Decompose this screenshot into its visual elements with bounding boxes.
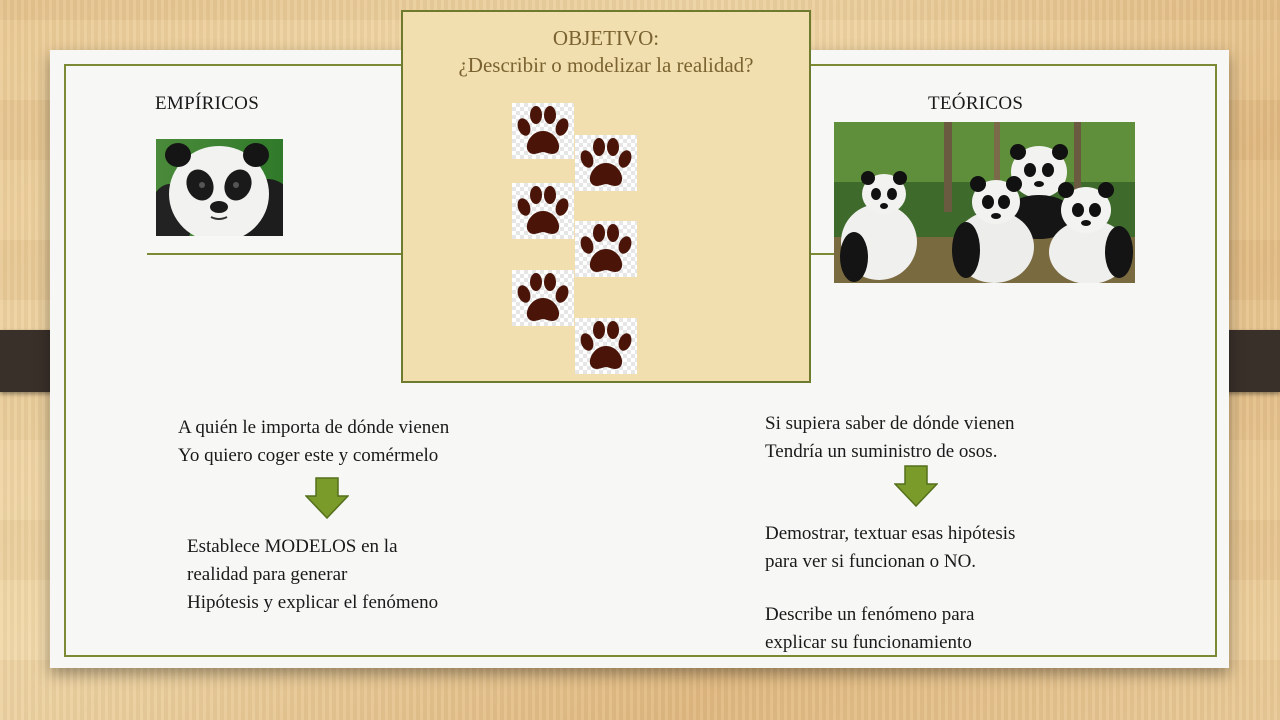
left-quote-line2: Yo quiero coger este y comérmelo [178, 445, 439, 466]
left-result-line2: realidad para generar [187, 564, 348, 585]
right-extra-line1: Describe un fenómeno para [765, 604, 975, 625]
heading-teoricos: TEÓRICOS [928, 93, 1024, 114]
paw-print-icon [575, 135, 637, 191]
objective-title: OBJETIVO: [552, 26, 660, 50]
right-quote [765, 410, 1015, 466]
objective-question: ¿Describir o modelizar la realidad? [458, 53, 754, 77]
right-result [765, 520, 1015, 576]
right-quote-line2: Tendría un suministro de osos. [765, 441, 998, 462]
left-quote [178, 414, 449, 470]
heading-empiricos: EMPÍRICOS [155, 93, 260, 114]
down-arrow-icon [894, 465, 938, 512]
pandas-group-photo [834, 122, 1135, 283]
left-result-line3: Hipótesis y explicar el fenómeno [187, 592, 439, 613]
left-result [187, 533, 438, 617]
right-extra-line2: explicar su funcionamiento [765, 632, 972, 653]
right-quote-line1: Si supiera saber de dónde vienen [765, 413, 1015, 434]
right-result-line2: para ver si funcionan o NO. [765, 551, 977, 572]
paw-print-icon [575, 318, 637, 374]
connector-line-right [808, 253, 836, 255]
paw-print-icon [512, 270, 574, 326]
panda-face-photo [156, 139, 283, 236]
connector-line-left [147, 253, 403, 255]
right-result-line1: Demostrar, textuar esas hipótesis [765, 523, 1016, 544]
paw-print-icon [512, 103, 574, 159]
left-quote-line1: A quién le importa de dónde vienen [178, 417, 450, 438]
right-extra [765, 601, 974, 657]
paw-print-icon [512, 183, 574, 239]
left-result-line1: Establece MODELOS en la [187, 536, 398, 557]
paw-print-icon [575, 221, 637, 277]
down-arrow-icon [305, 477, 349, 524]
